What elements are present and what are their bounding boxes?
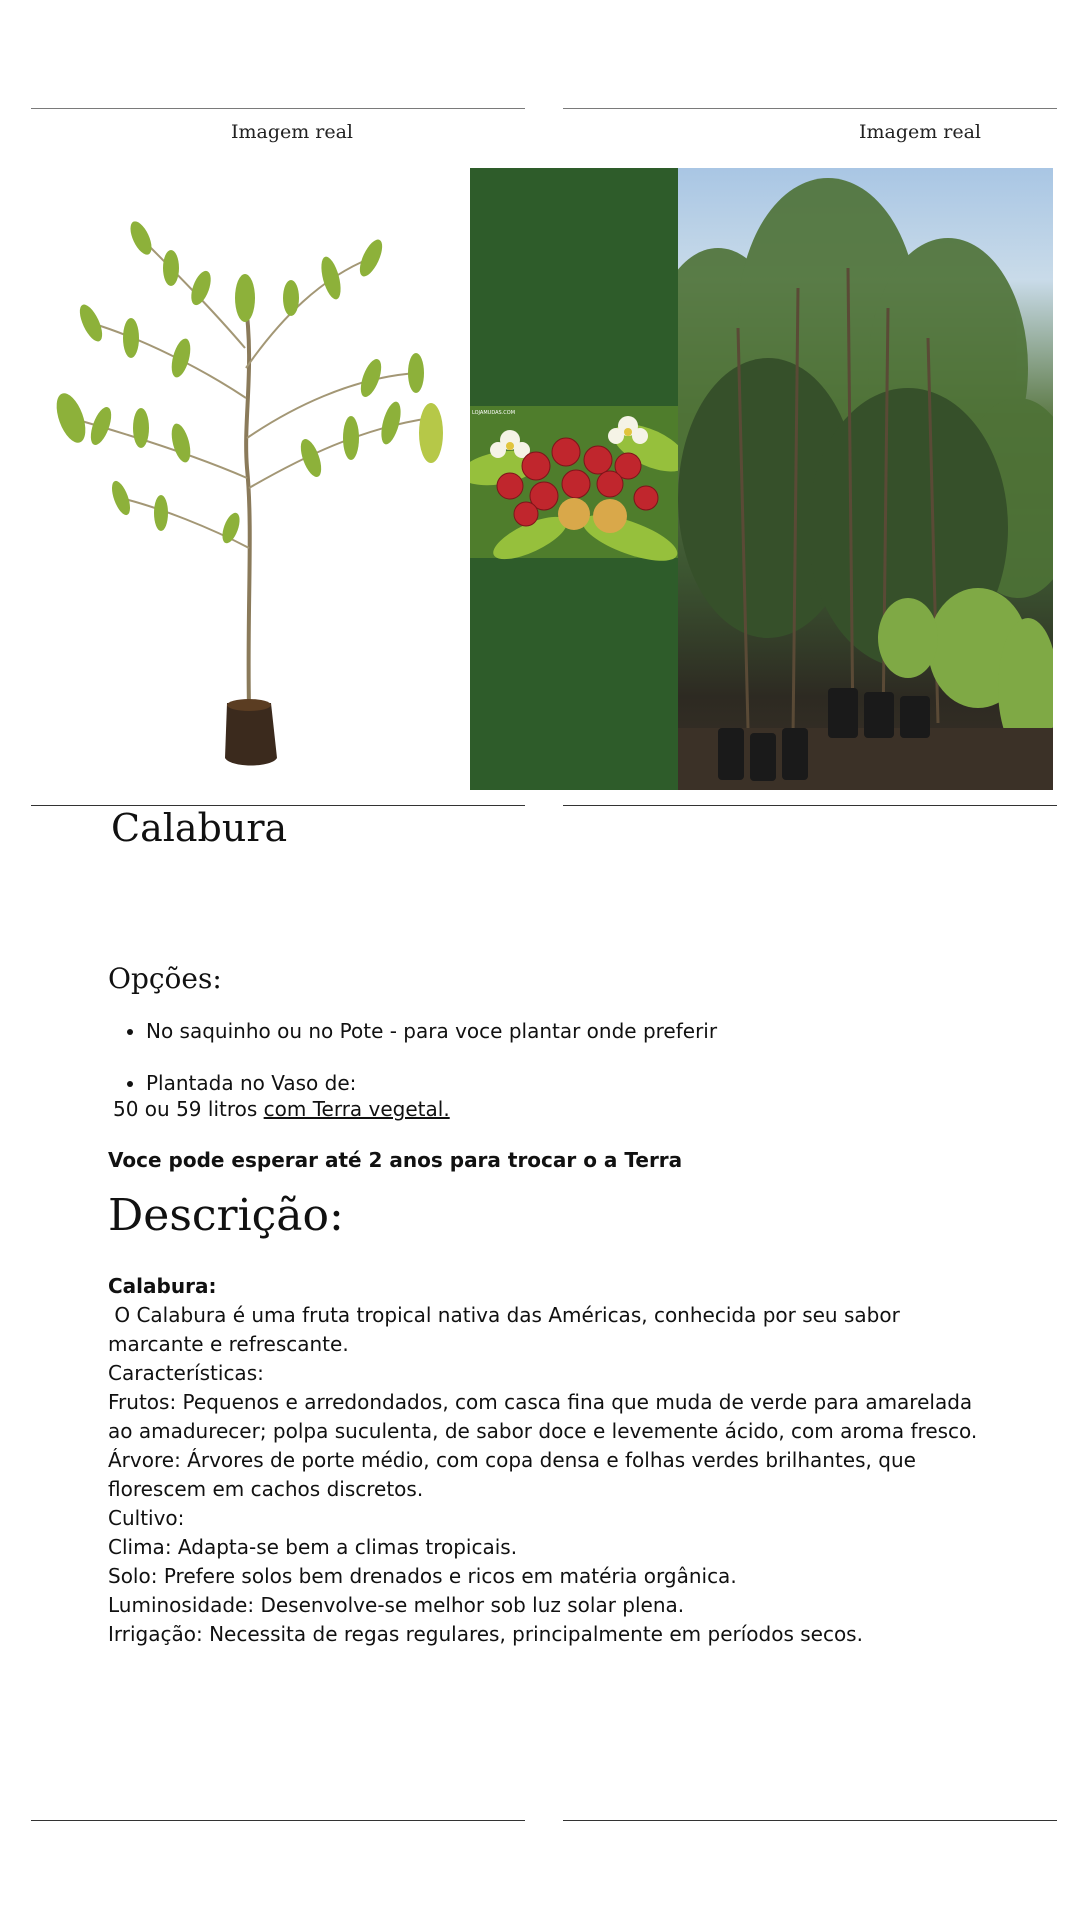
top-divider-left [31,108,525,109]
description-line: florescem em cachos discretos. [108,1477,424,1501]
description-line: Clima: Adapta-se bem a climas tropicais. [108,1535,518,1559]
soil-note: Voce pode esperar até 2 anos para trocar o a Terra [108,1148,683,1172]
bottom-divider-right [563,1820,1057,1821]
fruit-illustration [470,168,678,790]
left-image-caption: Imagem real [230,121,354,143]
description-heading: Descrição: [108,1190,344,1241]
description-line: Características: [108,1361,264,1385]
description-line: Luminosidade: Desenvolve-se melhor sob luz solar plena. [108,1593,685,1617]
vase-sizes: 50 ou 59 litros [113,1097,258,1121]
watermark-text: LOJAMUDAS.COM [472,410,516,416]
description-body [108,1272,1008,1649]
description-line: Solo: Prefere solos bem drenados e ricos em matéria orgânica. [108,1564,737,1588]
nursery-illustration [678,168,1053,790]
vase-soil-link[interactable]: com Terra vegetal. [263,1097,450,1121]
description-line: O Calabura é uma fruta tropical nativa das Américas, conhecida por seu sabor [108,1303,900,1327]
nursery-photo[interactable] [678,168,1053,790]
options-heading: Opções: [108,962,222,995]
right-image-caption: Imagem real [858,121,982,143]
sapling-photo[interactable] [31,168,469,790]
option-item: • Plantada no Vaso de: [146,1070,717,1096]
description-line: marcante e refrescante. [108,1332,349,1356]
description-line: Árvore: Árvores de porte médio, com copa densa e folhas verdes brilhantes, que [108,1448,916,1472]
top-divider-right [563,108,1057,109]
gallery-bottom-divider-right [563,805,1057,806]
description-name: Calabura: [108,1274,217,1298]
vase-detail [113,1096,450,1122]
option-item: • No saquinho ou no Pote - para voce plantar onde preferir [146,1018,717,1044]
description-line: ao amadurecer; polpa suculenta, de sabor doce e levemente ácido, com aroma fresco. [108,1419,978,1443]
bottom-divider-left [31,1820,525,1821]
description-line: Frutos: Pequenos e arredondados, com casca fina que muda de verde para amarelada [108,1390,973,1414]
product-title: Calabura [111,806,288,850]
description-line: Cultivo: [108,1506,185,1530]
sapling-illustration [31,168,469,790]
description-line: Irrigação: Necessita de regas regulares, principalmente em períodos secos. [108,1622,863,1646]
fruit-panel[interactable] [470,168,678,790]
